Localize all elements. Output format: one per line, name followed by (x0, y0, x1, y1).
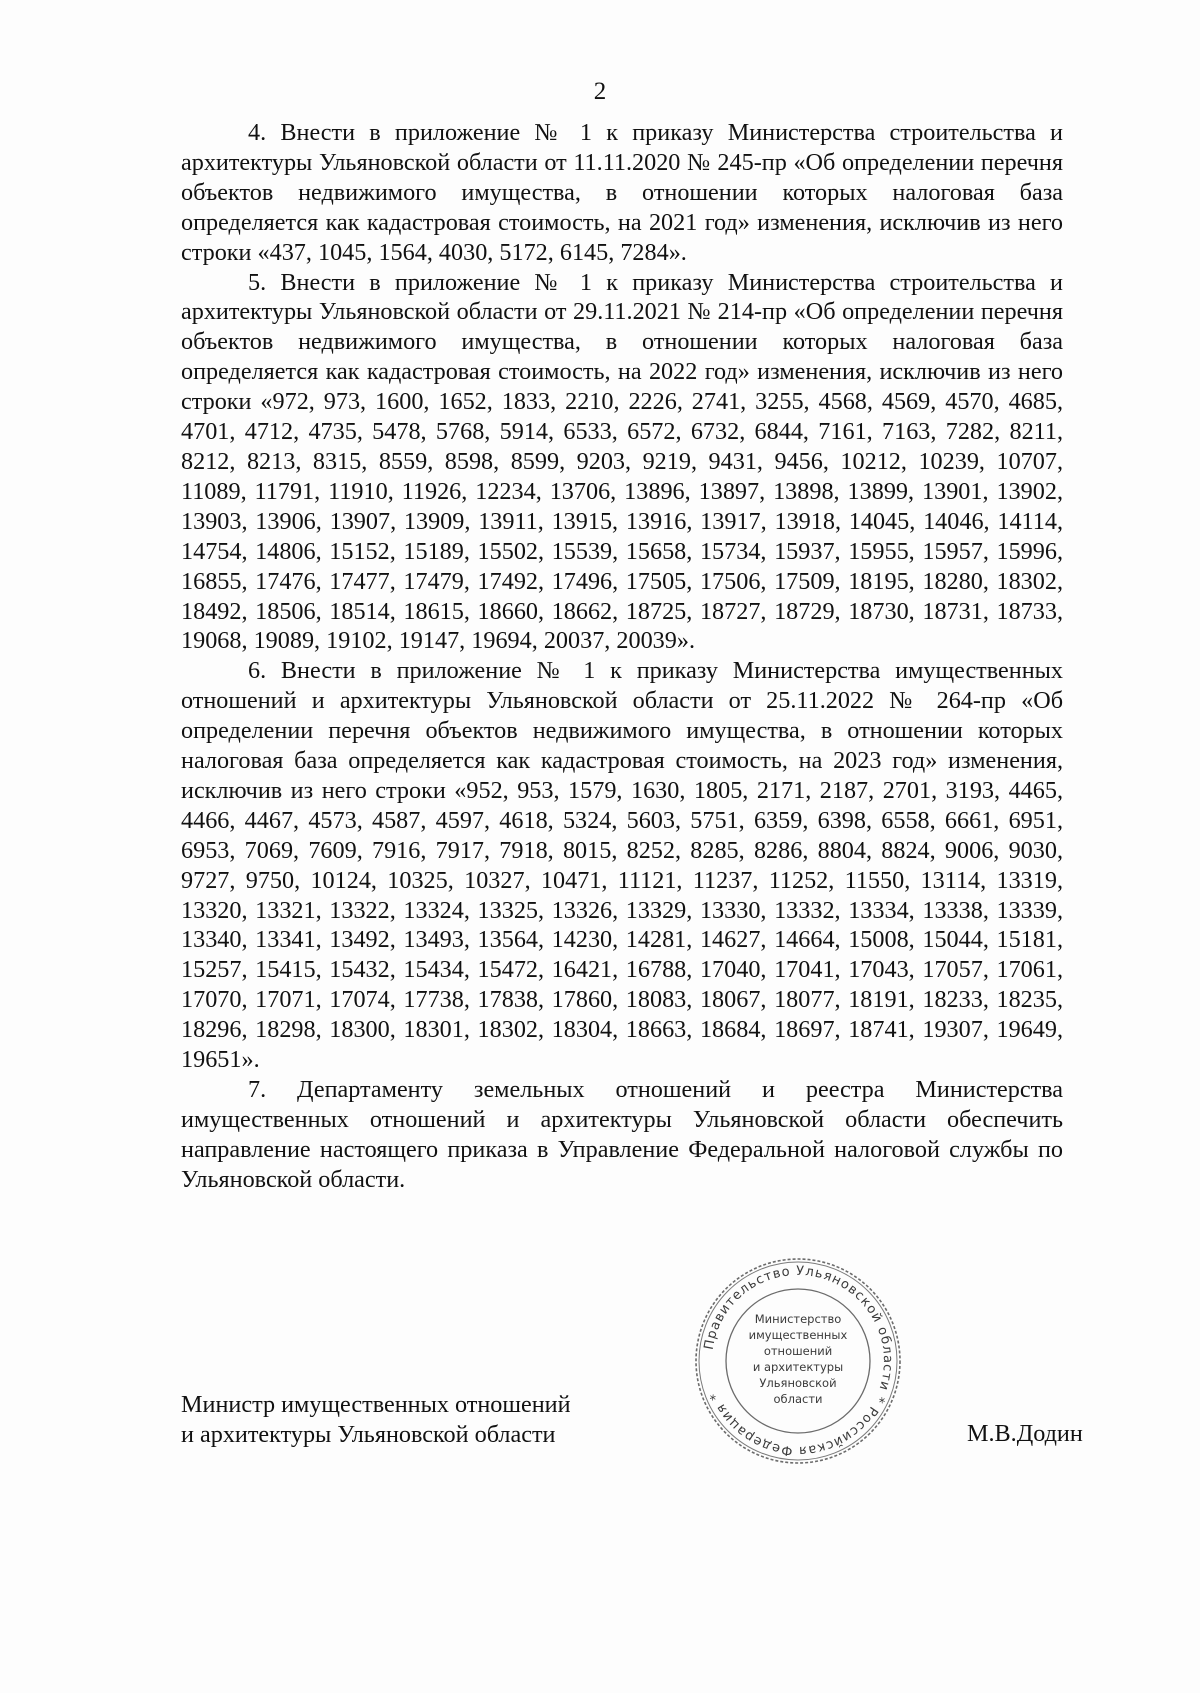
paragraph-4: 4. Внести в приложение № 1 к приказу Министерства строительства и архитектуры Ульяновской области от 11.11.2020 № 245-пр «Об определении перечня объектов недвижимого имущества, в отношении которых налоговая база определяется как кадастровая стоимость, на 2021 год» изменения, исключив из него строки «437, 1045, 1564, 4030, 5172, 6145, 7284». (181, 119, 1063, 266)
stamp-inner-line-5: Ульяновской (759, 1376, 837, 1390)
signatory-position-line-2: и архитектуры Ульяновской области (181, 1420, 556, 1448)
signatory-position-line-1: Министр имущественных отношений (181, 1391, 571, 1418)
paragraph-5: 5. Внести в приложение № 1 к приказу Министерства строительства и архитектуры Ульяновской области от 29.11.2021 № 214-пр «Об определении перечня объектов недвижимого имущества, в отношении которых налоговая база определяется как кадастровая стоимость, на 2022 год» изменения, исключив из него строки «972, 973, 1600, 1652, 1833, 2210, 2226, 2741, 3255, 4568, 4569, 4570, 4685, 4701, 4712, 4735, 5478, 5768, 5914, 6533, 6572, 6732, 6844, 7161, 7163, 7282, 8211, 8212, 8213, 8315, 8559, 8598, 8599, 9203, 9219, 9431, 9456, 10212, 10239, 10707, 11089, 11791, 11910, 11926, 12234, 13706, 13896, 13897, 13898, 13899, 13901, 13902, 13903, 13906, 13907, 13909, 13911, 13915, 13916, 13917, 13918, 14045, 14046, 14114, 14754, 14806, 15152, 15189, 15502, 15539, 15658, 15734, 15937, 15955, 15957, 15996, 16855, 17476, 17477, 17479, 17492, 17496, 17505, 17506, 17509, 18195, 18280, 18302, 18492, 18506, 18514, 18615, 18660, 18662, 18725, 18727, 18729, 18730, 18731, 18733, 19068, 19089, 19102, 19147, 19694, 20037, 20039». (181, 268, 1063, 655)
document-body (181, 118, 1063, 1195)
paragraph-6: 6. Внести в приложение № 1 к приказу Министерства имущественных отношений и архитектуры Ульяновской области от 25.11.2022 № 264-пр «Об определении перечня объектов недвижимого имущества, в отношении которых налоговая база определяется как кадастровая стоимость, на 2023 год» изменения, исключив из него строки «952, 953, 1579, 1630, 1805, 2171, 2187, 2701, 3193, 4465, 4466, 4467, 4573, 4587, 4597, 4618, 5324, 5603, 5751, 6359, 6398, 6558, 6661, 6951, 6953, 7069, 7609, 7916, 7917, 7918, 8015, 8252, 8285, 8286, 8804, 8824, 9006, 9030, 9727, 9750, 10124, 10325, 10327, 10471, 11121, 11237, 11252, 11550, 13114, 13319, 13320, 13321, 13322, 13324, 13325, 13326, 13329, 13330, 13332, 13334, 13338, 13339, 13340, 13341, 13492, 13493, 13564, 14230, 14281, 14627, 14664, 15008, 15044, 15181, 15257, 15415, 15432, 15434, 15472, 16421, 16788, 17040, 17041, 17043, 17057, 17061, 17070, 17071, 17074, 17738, 17838, 17860, 18083, 18067, 18077, 18191, 18233, 18235, 18296, 18298, 18300, 18301, 18302, 18304, 18663, 18684, 18697, 18741, 19307, 19649, 19651». (181, 657, 1063, 1074)
stamp-outer-text: Правительство Ульяновской области * Российская Федерация * (701, 1263, 896, 1459)
official-seal-stamp (692, 1255, 904, 1467)
stamp-inner-line-2: имущественных (748, 1328, 848, 1342)
paragraph-7: 7. Департаменту земельных отношений и реестра Министерства имущественных отношений и архитектуры Ульяновской области обеспечить направление настоящего приказа в Управление Федеральной налоговой службы по Ульяновской области. (181, 1076, 1063, 1193)
stamp-inner-line-1: Министерство (754, 1312, 842, 1326)
signatory-name: М.В.Додин (967, 1420, 1083, 1447)
page-number: 2 (593, 78, 607, 105)
stamp-inner-line-4: и архитектуры (752, 1360, 844, 1374)
signatory-position (181, 1390, 571, 1449)
stamp-inner-line-6: области (773, 1392, 823, 1406)
stamp-inner-line-3: отношений (763, 1344, 833, 1358)
